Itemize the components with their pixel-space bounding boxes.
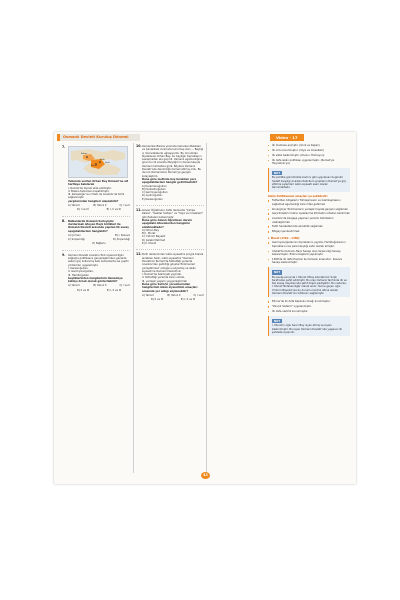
questions-column-2 xyxy=(136,145,204,304)
note-text: Bu politika günümüzde kısmını gibi uygulanan bugünkü hedefi karşılığı Anadolu'daki Rum gruplarını Rumeli'ye göç ettirme eylemleri iskân siyaseti eseri olarak tanınmaktadır. xyxy=(272,176,347,190)
note-tag: NOT xyxy=(274,319,281,323)
question-prompt: yargılarından hangileri ulaşılabilir? xyxy=(68,199,119,203)
question-7 xyxy=(62,146,130,212)
note-box xyxy=(268,267,350,297)
map-label: İzmit xyxy=(105,162,110,164)
question-intro: Osmanlı Devleti Anadolu Türk siyasi birliğini sağlama politikasını gerçekleştirirken genelde askerî güç kullanmış bazı zamanlarda ise çeşitli yöntemler uygulamıştır. xyxy=(68,253,129,267)
answer-option[interactable]: C) Germiyanoğulları xyxy=(142,191,168,195)
question-number: 10. xyxy=(136,144,142,148)
answer-option[interactable]: D) Çelebi Mehmet xyxy=(142,238,165,242)
statement: I. Karesioğulları, xyxy=(68,266,89,270)
note-bullet: Ulubat'ta Osmanlı-Haçlı Savaşı olan Sırpsındığı Savaşı kazanılmıştır. Edirne başkent yapılmıştır. xyxy=(268,250,350,257)
question-prompt: Buna göre Güvan Öğretmen dersin aşağıdaki dönemlerden hangisini anlatmaktadır? xyxy=(142,218,192,229)
note-bullet: Fetih hareketlerinde süreklilik sağlamak xyxy=(268,225,350,228)
section-heading: I. Murat (1362 - 1389) xyxy=(268,236,300,240)
question-intro: Yukarıda verilen Orhan Bey Dönemi'ne ait haritaya bakılarak xyxy=(68,180,129,187)
note-tag: NOT xyxy=(274,171,281,175)
question-intro: Osmanlılar Bizans yönünde ilerlerken Balıkesir ve Çanakkale civarında kurulmuş olan — Beyliği iç mücadelelerle uğraşıyordu. Bu durumdan faydalanan Orhan Bey, bu beyliğin topraklarını savaşmadan ele geçirdi. Osmanlı egemenliğine giren bu ilk Anadolu Beyliği'nin donanmasıyla Osmanlı hizmetine girdi. Böylece Osmanlı Devleti'nde denizciliğin temeli atılmış oldu. Bu durum Osmanlıların Rumeli'ye geçişini kolaylaştırdı. xyxy=(142,145,204,178)
answer-option[interactable]: C) I ve II xyxy=(193,293,204,297)
note-bullet: Geçirilmiştirin halkın ayaklanma ihtimalini ortadan kaldırmak xyxy=(268,212,350,215)
answer-option[interactable]: A) Yalnız I xyxy=(68,204,81,208)
note-bullet: Edirne'de ilk defa Kapıkulu Ocağı kurulmuştur. xyxy=(268,300,350,303)
statement: III. Hamitoğulları xyxy=(68,273,90,277)
column-divider xyxy=(206,143,207,473)
note-bullet: İlk ordu kurulmuştur. (Yaya ve müsellem) xyxy=(268,149,350,152)
section-header xyxy=(57,134,140,141)
question-8 xyxy=(62,220,130,246)
ottoman-map xyxy=(68,146,128,178)
statement: II. Germiyanoğulları, xyxy=(68,270,94,274)
note-bullet: İlk defa iskân politikası uygulanmıştır. (Rumeli'ye Hayrabolu'ya) xyxy=(268,159,350,166)
answer-option[interactable]: B) I. Murat xyxy=(142,232,156,236)
answer-option[interactable]: A) Yalnız I xyxy=(68,284,81,288)
statement: III. Karesioğlu'nun ilhakı ile Anadolu'da birlik sağlanmıştır. xyxy=(68,193,125,200)
question-11 xyxy=(136,209,204,245)
note-text: I. Murat'ın oğlu Savcı Bey isyan etmiş ve isyanı bastırılmıştır. Bu isyan Osmanlı Devleti'nde yaşanan ilk şehzade isyanıdır. xyxy=(272,324,343,335)
question-10 xyxy=(136,145,204,201)
map-label: İznik xyxy=(100,159,105,161)
page-number-text: 43 xyxy=(203,473,208,478)
note-bullet: 1389'da ilk defa Haçlılar ile Osmanlı arasında I. Kosova Savaşı kazanılmıştır. xyxy=(268,258,350,265)
note-bullet: Germiyanoğullarının topraklarını çeyizle, Hamitoğullarının topraklarını ise para karşılığı satın alarak almıştır. xyxy=(268,241,350,248)
note-bullet: Fethedilen bölgelerin Türkleşmesini ve İslamlaşmasını sağlamak egemenliği kalıcı hâle getirmek xyxy=(268,199,350,206)
question-prompt: Buna göre Selin'in yorumlarından hangilerinin iskân siyasetinin amaçları arasında yer aldığı söylenebilir? xyxy=(142,282,198,293)
question-number: 9. xyxy=(62,252,66,257)
answer-option[interactable]: B) Yalnız II xyxy=(167,293,181,297)
statement: III. yerleşik yaşamı yaygınlaştırmak xyxy=(142,279,187,283)
video-header xyxy=(270,134,304,141)
answer-option[interactable]: A) Karamanoğulları xyxy=(142,184,167,188)
video-header-title: Video - 17 xyxy=(276,135,298,140)
answer-option[interactable]: B) I. Kosova xyxy=(115,233,130,237)
answer-option[interactable]: D) Aydınoğulları xyxy=(142,194,163,198)
answer-option[interactable]: D) II ve III xyxy=(76,288,90,292)
note-bullet: "Pençik Sistemi" uygulanmıştır. xyxy=(268,305,350,308)
question-prompt: Buna göre metinde boş bırakılan yere aşağıdakilerden hangisi getirilmelidir? xyxy=(142,177,198,185)
book-page xyxy=(54,132,356,484)
question-9 xyxy=(62,254,130,292)
question-intro: Tarih derslerinden iskân siyasetini progra tılarak anlatılan Selin, iskân siyasetini "Osmanlı Devletinin Rumeli'de fethettiği yerlerde Anadolu'dan getirdiği göçebe Türkmenleri yerleştirmesi" olduğunu söylemiş ve iskân siyaseti ile Osmanlı Devleti'nin xyxy=(142,253,204,273)
section-header-title: Osmanlı Devleti Kuruluş Dönemi xyxy=(63,135,129,139)
map-label: Bursa xyxy=(91,165,97,167)
question-prompt: beyliklerinden hangilerinin Osmanlıya katılışı örnek olarak gösterilebilir? xyxy=(68,276,123,284)
answer-option[interactable]: C) I ve II xyxy=(119,204,130,208)
question-number: 12. xyxy=(136,252,142,257)
answer-option[interactable]: C) I ve II xyxy=(119,284,130,288)
answer-option[interactable]: E) II. Murat xyxy=(142,242,156,246)
answer-option[interactable]: A) Orhan Bey xyxy=(142,228,159,232)
answer-option[interactable]: C) Yıldırım Beyazıt xyxy=(142,235,166,239)
note-box xyxy=(268,316,350,336)
note-bullet: İlk defa vezirlik kurulmuştur. xyxy=(268,310,350,313)
question-intro: Güvan Öğretmeni, tahtı derslerde "Çimpe Kalesi", "Gazilar Sultanı" ve "Yaya ve müsellem" gibi ifadeleri kullanmıştır. xyxy=(142,209,204,219)
answer-option[interactable]: B) Dulkadiroğulları xyxy=(142,187,166,191)
note-bullet: İlk medrese açmıştır. (İznik ve Kapalı) xyxy=(268,144,350,147)
answer-option[interactable]: E) Niğbolu xyxy=(92,242,106,246)
questions-column-1 xyxy=(62,145,130,295)
answer-option[interactable]: E) Karesioğulları xyxy=(142,197,163,201)
answer-option[interactable]: D) II ve III xyxy=(150,298,164,302)
answer-option[interactable]: E) I, II ve III xyxy=(106,208,121,212)
answer-option[interactable]: A) Çirmen xyxy=(68,233,81,237)
notes-column xyxy=(268,144,350,339)
question-number: 11. xyxy=(136,208,142,213)
note-bullet: Anadolu'da kargaşa yaşanan yerlerin tehlikeden uzaklaştırmak xyxy=(268,217,350,224)
answer-option[interactable]: D) I ve III xyxy=(77,208,89,212)
statement: I. Rumeli'de toprak elde edilmiştir. xyxy=(68,186,112,190)
note-bullet: İlk sikke bastırılmıştır. (Divan-ı Hümayun) xyxy=(268,154,350,157)
note-bullet: Bölgeyi şenlendirmek xyxy=(268,230,350,233)
note-box xyxy=(268,168,350,191)
answer-option[interactable]: E) I, II ve III xyxy=(106,288,122,292)
statement: II. fethettiği yerlerde kalıcı olmak, xyxy=(142,276,185,280)
question-intro: Balkanlarda Osmanlı ilerleyişini durdurmak isteyen Haçlı birlikleri ile Osmanlı Devleti arasında yapılan ilk savaş aşağıdakilerden hangisidir? xyxy=(68,219,129,233)
map-illustration xyxy=(69,147,127,177)
map-label: Edirne xyxy=(81,153,88,155)
note-tag: NOT xyxy=(274,270,281,274)
column-divider xyxy=(133,143,134,473)
question-number: 8. xyxy=(62,218,66,223)
note-bullet: Konargöçer Türkmenlerin yerleşik hayata geçişini sağlamak xyxy=(268,208,350,211)
answer-option[interactable]: C) Sırpsındığı xyxy=(68,238,85,242)
answer-option[interactable]: E) I, II ve III xyxy=(180,298,196,302)
section-heading: İskân Politikasının amaçları şu şekildedir: xyxy=(268,194,328,198)
statement: II. Bizans tamamen kuşatılmıştır. xyxy=(68,189,110,193)
answer-option[interactable]: A) Yalnız I xyxy=(142,293,155,297)
note-text: Bu savaş sonunda I. Murat, Miloş adındaki bir Sırplı tarafından şehit edilmiştir. Bu olay Osmanlı tarihinde ilk ve tek savaş meydanında şehit düşen padişahtır. Bu nedenle, I. Murat Hüdavendigâr olarak anılır. Yerine geçen oğlu Yıldırım Bayezid ise bu durumu kontrol altına alarak Osmanlı Devleti'nin iktidarını sağlamıştır. xyxy=(272,275,347,295)
question-12 xyxy=(136,253,204,301)
answer-option[interactable]: B) Yalnız II xyxy=(93,284,107,288)
page-number xyxy=(201,472,210,479)
answer-option[interactable]: D) Sırpsındığı xyxy=(112,238,130,242)
answer-option[interactable]: B) Yalnız II xyxy=(93,204,107,208)
statement: I. Rumeli'de İslamiyeti yaymak, xyxy=(142,273,182,277)
question-number: 7. xyxy=(62,145,66,149)
